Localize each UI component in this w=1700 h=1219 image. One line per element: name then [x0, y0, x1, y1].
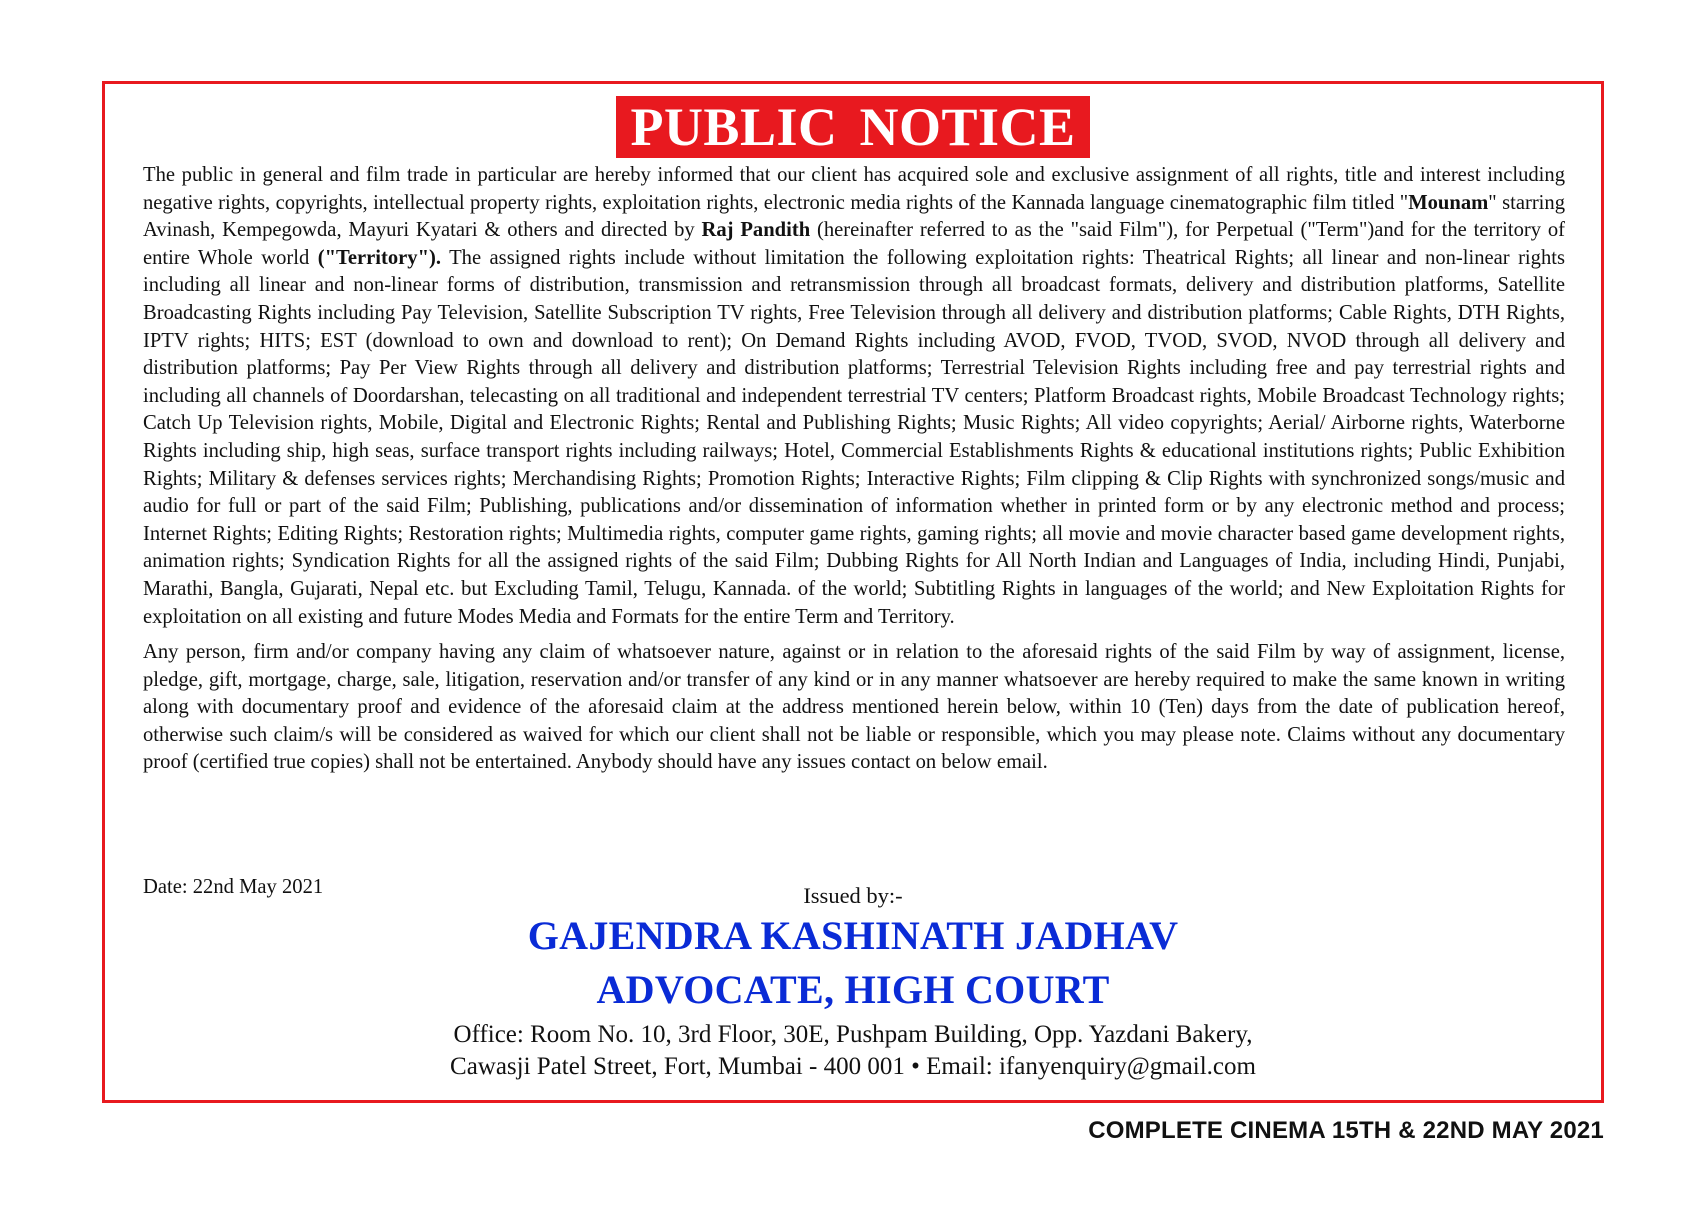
claims-paragraph: Any person, firm and/or company having any claim of whatsoever nature, against or in relation to the aforesaid rights of the said Film by way of assignment, license, pledge, gift, mortgage, charge, sale, litigation, reservation and/or transfer of any kind or in any manner whatsoever are hereby required to make the same known in writing along with documentary proof and evidence of the aforesaid claim at the address mentioned herein below, within 10 (Ten) days from the date of publication hereof, otherwise such claim/s will be considered as waived for which our client shall not be liable or responsible, which you may please note. Claims without any documentary proof (certified true copies) shall not be entertained. Anybody should have any issues contact on below email.	[143, 641, 1565, 774]
rights-paragraph	[143, 162, 1565, 631]
publication-footer: COMPLETE CINEMA 15TH & 22ND MAY 2021	[1088, 1117, 1604, 1144]
notice-date: Date: 22nd May 2021	[143, 876, 324, 898]
issuer-name: GAJENDRA KASHINATH JADHAV	[527, 913, 1179, 958]
notice-title: PUBLIC NOTICE	[616, 96, 1089, 158]
issued-by-label: Issued by:-	[803, 883, 903, 908]
notice-body	[143, 162, 1565, 785]
para1-part3: (hereinafter referred to as the "said Film"), for Perpetual ("Term")and for the territory of entire Whole world	[143, 219, 1566, 269]
film-title: Mounam	[1408, 191, 1489, 214]
para1-part4: The assigned rights include without limitation the following exploitation rights: Theatrical Rights; all linear and non-linear rights including all linear and non-linear forms of distribution, transmission and retransmission through all broadcast formats, delivery and distribution platforms, Satellite Broadcasting Rights including Pay Television, Satellite Subscription TV rights, Free Television through all delivery and distribution platforms; Cable Rights, DTH Rights, IPTV rights; HITS; EST (download to own and download to rent); On Demand Rights including AVOD, FVOD, TVOD, SVOD, NVOD through all delivery and distribution platforms; Pay Per View Rights through all delivery and distribution platforms; Terrestrial Television Rights including free and pay terrestrial rights and including all channels of Doordarshan, telecasting on all traditional and independent terrestrial TV centers; Platform Broadcast rights, Mobile Broadcast Technology rights; Catch Up Television rights, Mobile, Digital and Electronic Rights; Rental and Publishing Rights; Music Rights; All video copyrights; Aerial/ Airborne rights, Waterborne Rights including ship, high seas, surface transport rights including railways; Hotel, Commercial Establishments Rights & educational institutions rights; Public Exhibition Rights; Military & defenses services rights; Merchandising Rights; Promotion Rights; Interactive Rights; Film clipping & Clip Rights with synchronized songs/music and audio for full or part of the said Film; Publishing, publications and/or dissemination of information whether in printed form or by any electronic method and process; Internet Rights; Editing Rights; Restoration rights; Multimedia rights, computer game rights, gaming rights; all movie and movie character based game development rights, animation rights; Syndication Rights for all the assigned rights of the said Film; Dubbing Rights for All North Indian and Languages of India, including Hindi, Punjabi, Marathi, Bangla, Gujarati, Nepal etc. but Excluding Tamil, Telugu, Kannada. of the world; Subtitling Rights in languages of the world; and New Exploitation Rights for exploitation on all existing and future Modes Media and Formats for the entire Term and Territory.	[143, 246, 1565, 628]
issuer-title: ADVOCATE, HIGH COURT	[596, 967, 1110, 1012]
para1-part1: The public in general and film trade in particular are hereby informed that our client has acquired sole and exclusive assignment of all rights, title and interest including negative rights, copyrights, intellectual property rights, exploitation rights, electronic media rights of the Kannada language cinematographic film titled "	[143, 164, 1565, 214]
para1-part2: " starring Avinash, Kempegowda, Mayuri Kyatari & others and directed by	[143, 191, 1566, 242]
office-address: Office: Room No. 10, 3rd Floor, 30E, Pushpam Building, Opp. Yazdani Bakery,	[453, 1021, 1253, 1048]
street-address-email: Cawasji Patel Street, Fort, Mumbai - 400 001 • Email: ifanyenquiry@gmail.com	[450, 1053, 1256, 1080]
title-wrapper	[105, 96, 1601, 158]
territory-term: ("Territory").	[317, 246, 442, 269]
director-name: Raj Pandith	[701, 219, 811, 242]
public-notice-frame	[102, 81, 1604, 1103]
